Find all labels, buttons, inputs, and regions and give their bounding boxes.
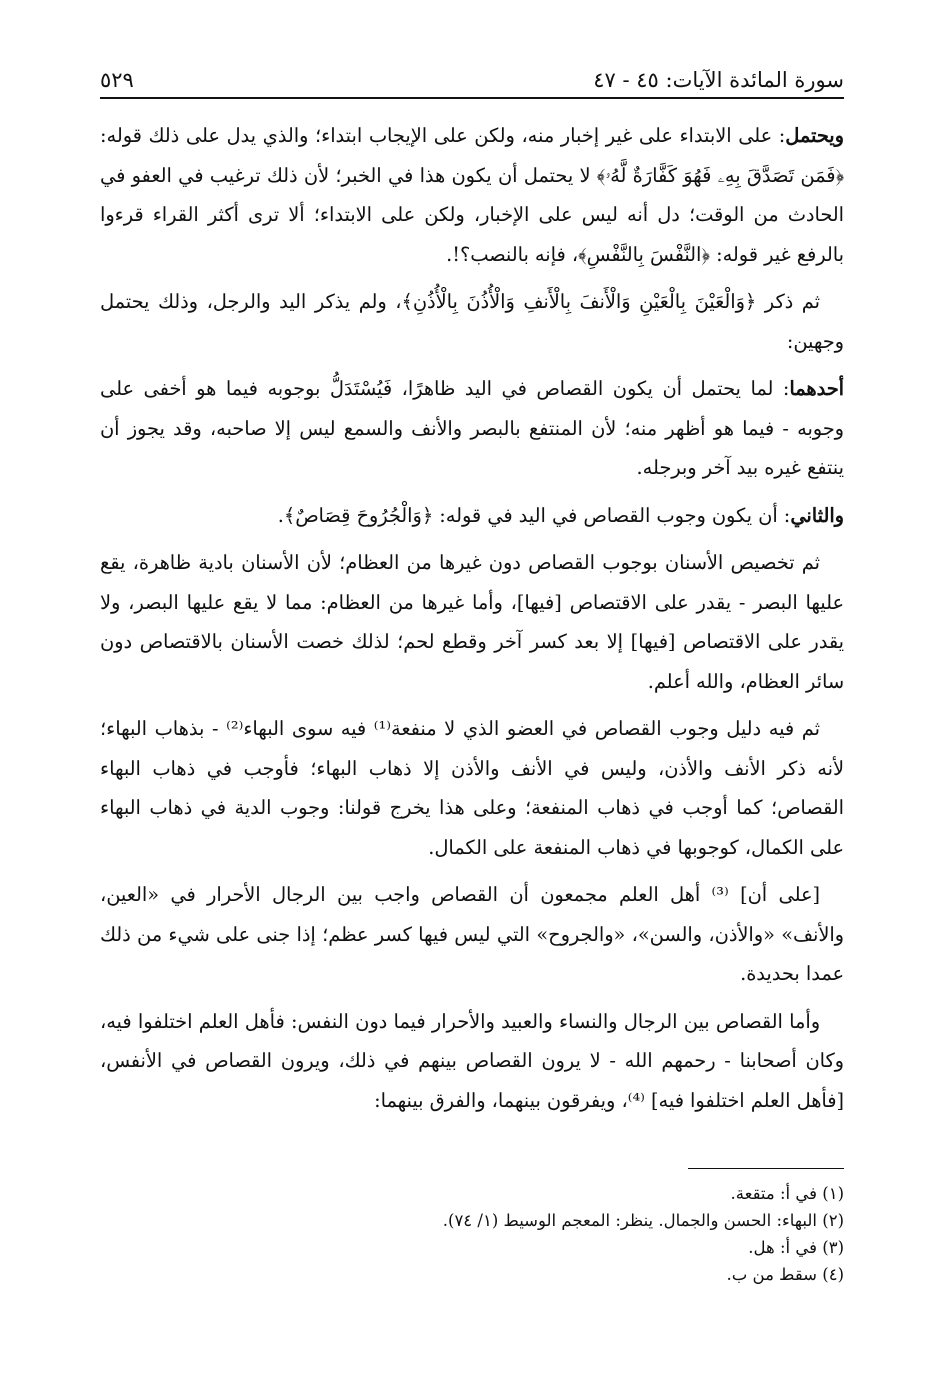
paragraph-lead: والثاني	[790, 503, 844, 527]
paragraph	[100, 875, 844, 994]
paragraph	[100, 369, 844, 488]
paragraph-text: : على الابتداء على غير إخبار منه، ولكن على الإيجاب ابتداء؛ والذي يدل على ذلك قوله: ﴿فَمَن تَصَدَّقَ بِهِۦ فَهُوَ كَفَّارَةٌ لَّهُۥ﴾ لا يحتمل أن يكون هذا في الخبر؛ لأن ذلك ترغيب في العفو في الحادث من الوقت؛ دل أنه ليس على الإخبار، ولكن على الابتداء؛ ألا ترى أكثر القراء قرءوا بالرفع غير قوله: ﴿النَّفْسَ بِالنَّفْسِ﴾، فإنه بالنصب؟!.	[100, 124, 844, 266]
footnotes	[100, 1180, 844, 1288]
paragraph	[100, 709, 844, 867]
header-rule	[100, 97, 844, 99]
paragraph	[100, 282, 844, 361]
footnote: (٣) في أ: هل.	[748, 1238, 844, 1257]
footnote: (١) في أ: متقعة.	[730, 1184, 844, 1203]
header-title: سورة المائدة الآيات: ٤٥ - ٤٧	[593, 68, 844, 92]
paragraph-text: وأما القصاص بين الرجال والنساء والعبيد والأحرار فيما دون النفس: فأهل العلم اختلفوا فيه، وكان أصحابنا - رحمهم الله - لا يرون القصاص بينهم في ذلك، ويرون القصاص في الأنفس، [فأهل العلم اختلفوا فيه] ⁽⁴⁾، ويفرقون بينهما، والفرق بينهما:	[100, 1009, 844, 1112]
paragraph	[100, 116, 844, 274]
paragraph-text: ثم فيه دليل وجوب القصاص في العضو الذي لا منفعة⁽¹⁾ فيه سوى البهاء⁽²⁾ - بذهاب البهاء؛ لأنه ذكر الأنف والأذن، وليس في الأنف والأذن إلا ذهاب البهاء؛ فأوجب في ذهاب البهاء القصاص؛ كما أوجب في ذهاب المنفعة؛ وعلى هذا يخرج قولنا: وجوب الدية في ذهاب البهاء على الكمال، كوجوبها في ذهاب المنفعة على الكمال.	[100, 717, 844, 859]
paragraph-text: : لما يحتمل أن يكون القصاص في اليد ظاهرًا، فَيُسْتَدَلُّ بوجوبه فيما هو أخفى على وجوبه - فيما هو أظهر منه؛ لأن المنتفع بالبصر والأنف والسمع ليس إلا صاحبه، وقد يجوز أن ينتفع غيره بيد آخر وبرجله.	[100, 377, 844, 479]
paragraph	[100, 1002, 844, 1121]
running-header	[100, 52, 844, 92]
paragraph-text: [على أن] ⁽³⁾ أهل العلم مجمعون أن القصاص واجب بين الرجال الأحرار في «العين، والأنف» «والأذن، والسن»، «والجروح» التي ليس فيها كسر عظم؛ إذا جنى على شيء من ذلك عمدا بحديدة.	[100, 883, 844, 985]
main-text	[100, 116, 844, 1128]
page-number: ٥٢٩	[100, 68, 134, 92]
paragraph-text: : أن يكون وجوب القصاص في اليد في قوله: ﴿وَالْجُرُوحَ قِصَاصٌ﴾.	[277, 503, 791, 527]
footnote-rule	[688, 1168, 844, 1169]
paragraph	[100, 543, 844, 701]
paragraph-lead: أحدهما	[789, 377, 844, 400]
footnote: (٢) البهاء: الحسن والجمال. ينظر: المعجم الوسيط (١/ ٧٤).	[442, 1211, 844, 1230]
paragraph-text: ثم ذكر ﴿وَالْعَيْنَ بِالْعَيْنِ وَالْأَنفَ بِالْأَنفِ وَالْأُذُنَ بِالْأُذُنِ﴾، ولم يذكر اليد والرجل، وذلك يحتمل وجهين:	[100, 290, 844, 353]
paragraph-text: ثم تخصيص الأسنان بوجوب القصاص دون غيرها من العظام؛ لأن الأسنان بادية ظاهرة، يقع عليها البصر - يقدر على الاقتصاص [فيها]، وأما غيرها من العظام: مما لا يقع عليها البصر، ولا يقدر على الاقتصاص [فيها] إلا بعد كسر آخر وقطع لحم؛ لذلك خصت الأسنان بالاقتصاص دون سائر العظام، والله أعلم.	[100, 551, 844, 693]
paragraph-lead: ويحتمل	[785, 124, 844, 147]
footnote: (٤) سقط من ب.	[726, 1265, 844, 1284]
paragraph	[100, 496, 844, 536]
